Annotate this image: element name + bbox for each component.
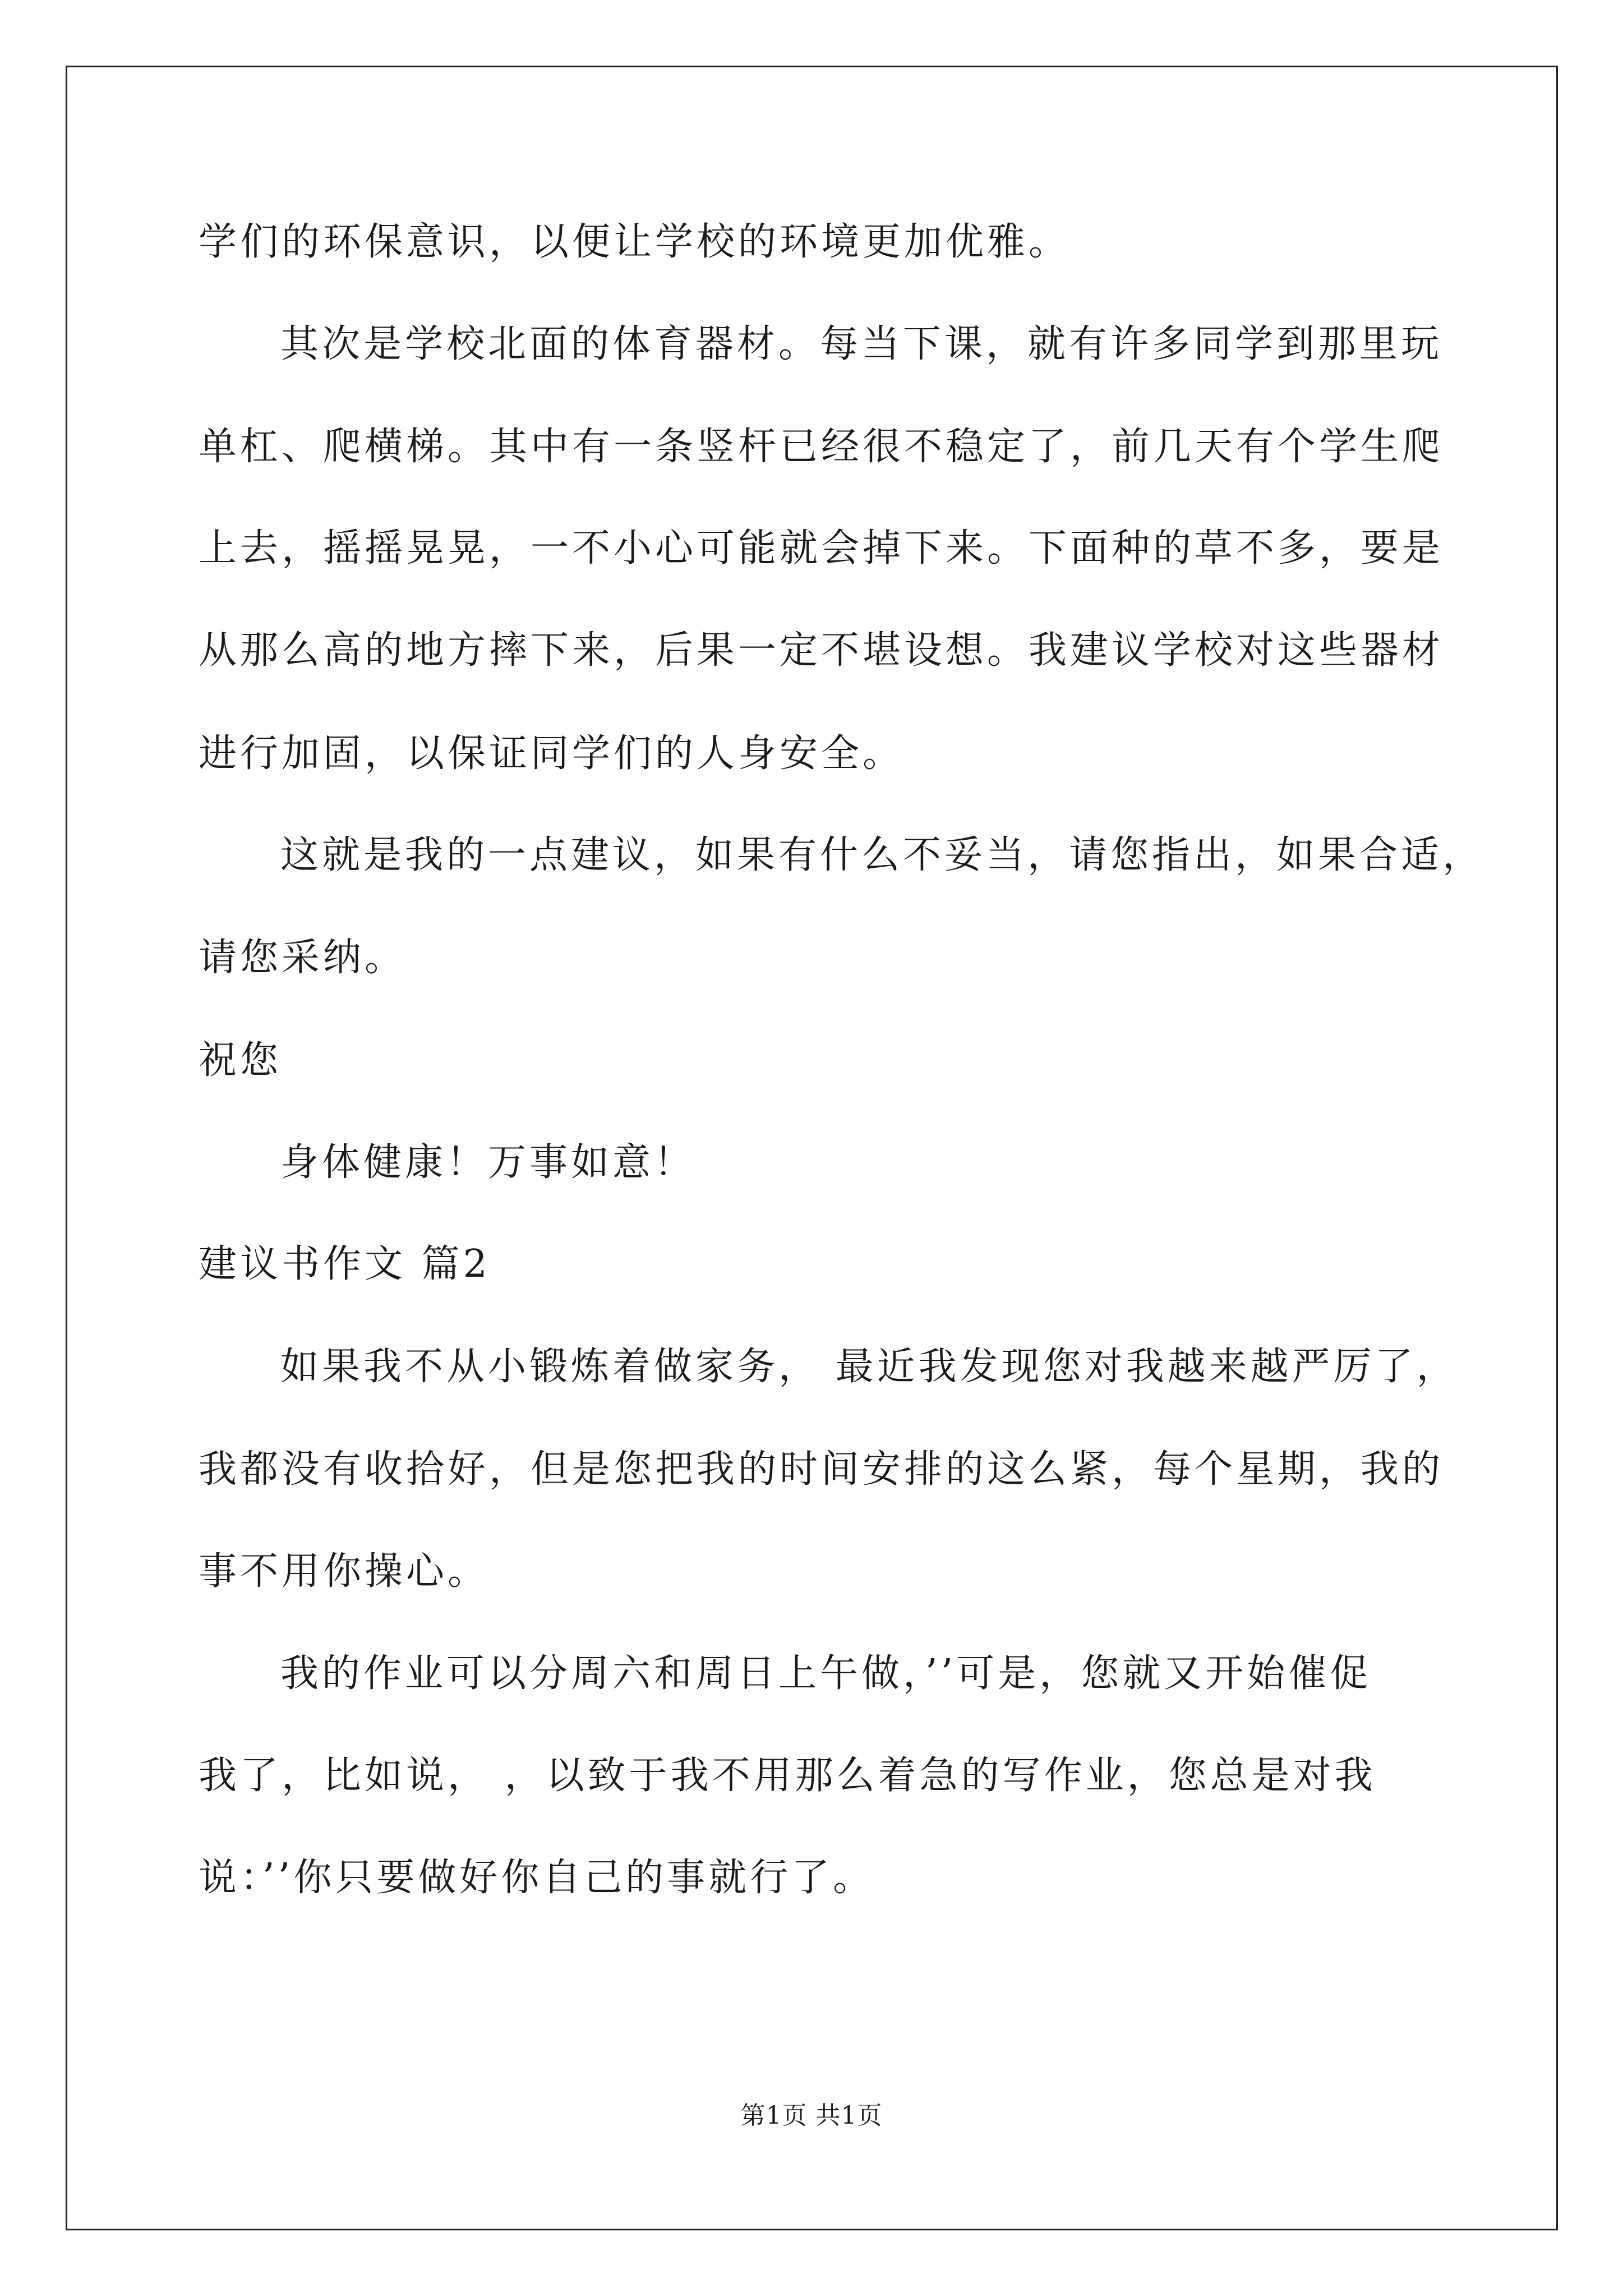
text-line: 进行加固，以保证同学们的人身安全。 <box>199 731 905 776</box>
section-heading: 建议书作文 篇2 <box>199 1242 491 1286</box>
text-line: 事不用你操心。 <box>199 1549 490 1594</box>
text-line: 如果我不从小锻炼着做家务， 最近我发现您对我越来越严厉了， <box>280 1345 1458 1389</box>
text-line: 说：’’你只要做好你自己的事就行了。 <box>199 1856 875 1900</box>
text-line: 单杠、爬横梯。其中有一条竖杆已经很不稳定了，前几天有个学生爬 <box>199 425 1444 469</box>
text-line: 我了，比如说， ，以致于我不用那么着急的写作业，您总是对我 <box>199 1754 1376 1798</box>
text-line: 学们的环保意识，以便让学校的环境更加优雅。 <box>199 220 1071 264</box>
text-line: 从那么高的地方摔下来，后果一定不堪设想。我建议学校对这些器材 <box>199 628 1444 673</box>
text-line: 请您采纳。 <box>199 936 407 980</box>
text-line: 我的作业可以分周六和周日上午做，’’可是，您就又开始催促 <box>280 1651 1372 1696</box>
text-line: 其次是学校北面的体育器材。每当下课，就有许多同学到那里玩 <box>280 322 1443 366</box>
text-line: 我都没有收拾好，但是您把我的时间安排的这么紧，每个星期，我的 <box>199 1447 1444 1492</box>
text-line: 身体健康！万事如意！ <box>280 1140 696 1185</box>
text-line: 这就是我的一点建议，如果有什么不妥当，请您指出，如果合适， <box>280 833 1484 877</box>
page-number-footer: 第1页 共1页 <box>740 2101 883 2130</box>
text-line: 上去，摇摇晃晃，一不小心可能就会掉下来。下面种的草不多，要是 <box>199 526 1444 570</box>
text-line: 祝您 <box>199 1038 282 1083</box>
